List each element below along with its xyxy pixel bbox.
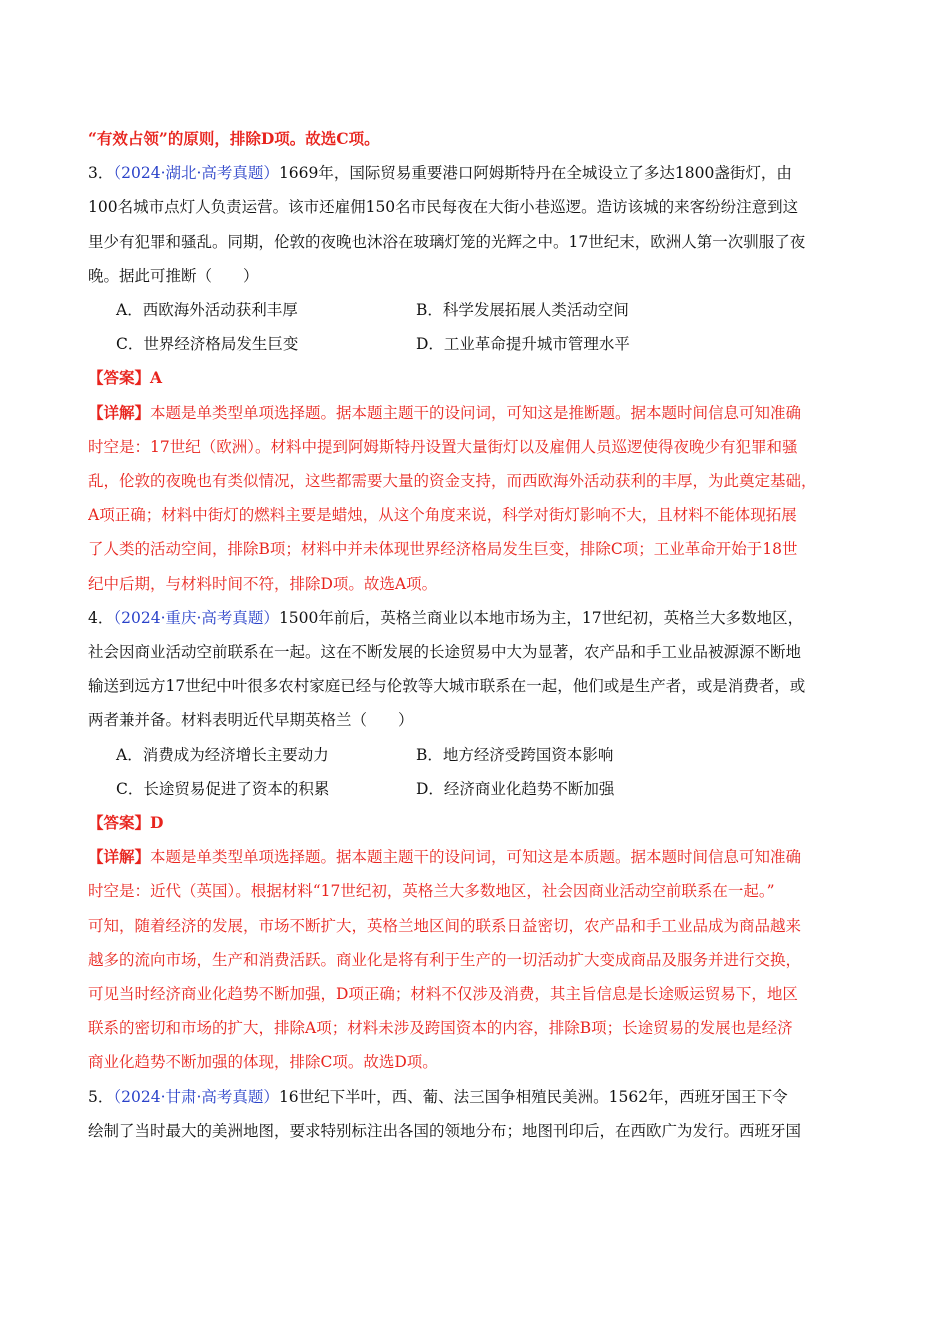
question-3-line-1 [88,156,878,190]
question-5 [88,1080,878,1148]
question-3-text-1: 1669年，国际贸易重要港口阿姆斯特丹在全城设立了多达1800盏街灯，由 [278,164,792,183]
question-4-source: （2024·重庆·高考真题） [113,608,279,627]
question-4-number: 4． [88,608,114,627]
question-3 [88,156,878,601]
question-4-options-row-2 [88,772,878,806]
question-4-detail-text-2: 时空是：近代（英国）。根据材料“17世纪初，英格兰大多数地区，社会因商业活动空前联系在一起。” [88,882,775,901]
question-3-answer-value: A [150,368,163,388]
question-3-detail-text-4: A项正确；材料中街灯的燃料主要是蜡烛，从这个角度来说，科学对街灯影响不大，且材料不能体现拓展 [88,506,797,525]
question-4-answer-label: 【答案】 [88,813,151,833]
question-3-text-2: 100名城市点灯人负责运营。该市还雇佣150名市民每夜在大街小巷巡逻。造访该城的来客纷纷注意到这 [88,198,799,217]
question-5-source: （2024·甘肃·高考真题） [113,1087,279,1106]
question-4-option-b: B．地方经济受跨国资本影响 [416,745,614,764]
question-3-detail-text-6: 纪中后期，与材料时间不符，排除D项。故选A项。 [88,574,438,593]
question-3-detail-label: 【详解】 [88,402,151,422]
question-3-option-c: C．世界经济格局发生巨变 [116,335,299,354]
question-4-options-row-1 [88,738,878,772]
question-3-options-row-1 [88,293,878,327]
question-3-detail-text-2: 时空是：17世纪（欧洲）。材料中提到阿姆斯特丹设置大量街灯以及雇佣人员巡逻使得夜晚少有犯罪和骚 [88,437,798,456]
question-3-detail-text-5: 了人类的活动空间，排除B项；材料中并未体现世界经济格局发生巨变，排除C项；工业革命开始于18世 [88,540,798,559]
question-5-number: 5． [88,1087,114,1106]
question-4-detail-text-1: 本题是单类型单项选择题。据本题主题干的设问词，可知这是本质题。据本题时间信息可知准确 [150,848,802,867]
question-4-detail-label: 【详解】 [88,847,151,867]
question-4-detail-line-1 [88,840,878,874]
question-3-detail-text-1: 本题是单类型单项选择题。据本题主题干的设问词，可知这是推断题。据本题时间信息可知准确 [150,403,802,422]
question-4-text-1: 1500年前后，英格兰商业以本地市场为主，17世纪初，英格兰大多数地区， [278,608,804,627]
question-5-text-1: 16世纪下半叶，西、葡、法三国争相殖民美洲。1562年，西班牙国王下令 [278,1087,788,1106]
question-3-option-d: D．工业革命提升城市管理水平 [416,335,630,354]
previous-detail-tail: “有效占领”的原则，排除D项。故选C项。 [88,129,380,148]
question-3-detail-line-1 [88,396,878,430]
question-3-source: （2024·湖北·高考真题） [113,164,279,183]
question-3-options-row-2 [88,327,878,361]
question-4 [88,601,878,1080]
question-3-text-4: 晚。据此可推断（ ） [88,266,259,285]
document-page [88,122,878,1148]
question-3-text-3: 里少有犯罪和骚乱。同期，伦敦的夜晚也沐浴在玻璃灯笼的光辉之中。17世纪末，欧洲人第一次驯服了夜 [88,232,806,251]
question-3-answer-label: 【答案】 [88,368,151,388]
question-4-detail-text-5: 可见当时经济商业化趋势不断加强，D项正确；材料不仅涉及消费，其主旨信息是长途贩运贸易下，地区 [88,985,798,1004]
question-3-option-a: A．西欧海外活动获利丰厚 [116,301,298,320]
question-4-option-a: A．消费成为经济增长主要动力 [116,745,329,764]
question-4-text-3: 输送到远方17世纪中叶很多农村家庭已经与伦敦等大城市联系在一起，他们或是生产者，或是消费者，或 [88,677,806,696]
question-5-text-2: 绘制了当时最大的美洲地图，要求特别标注出各国的领地分布；地图刊印后，在西欧广为发行。西班牙国 [88,1121,802,1140]
question-4-text-4: 两者兼并备。材料表明近代早期英格兰（ ） [88,711,414,730]
question-4-detail-text-3: 可知，随着经济的发展，市场不断扩大，英格兰地区间的联系日益密切，农产品和手工业品成为商品越来 [88,916,802,935]
question-4-detail-text-7: 商业化趋势不断加强的体现，排除C项。故选D项。 [88,1053,438,1072]
question-4-detail-text-6: 联系的密切和市场的扩大，排除A项；材料未涉及跨国资本的内容，排除B项；长途贸易的发展也是经济 [88,1019,793,1038]
question-4-line-1 [88,601,878,635]
question-3-answer [88,361,878,395]
question-4-answer [88,806,878,840]
question-4-answer-value: D [150,813,164,833]
question-5-line-1 [88,1080,878,1114]
question-4-option-d: D．经济商业化趋势不断加强 [416,779,615,798]
question-4-text-2: 社会因商业活动空前联系在一起。这在不断发展的长途贸易中大为显著，农产品和手工业品被源源不断地 [88,643,802,662]
question-3-number: 3． [88,164,114,183]
question-4-option-c: C．长途贸易促进了资本的积累 [116,779,330,798]
question-3-option-b: B．科学发展拓展人类活动空间 [416,301,629,320]
question-4-detail-text-4: 越多的流向市场，生产和消费活跃。商业化是将有利于生产的一切活动扩大变成商品及服务并进行交换， [88,950,802,969]
question-3-detail-text-3: 乱，伦敦的夜晚也有类似情况，这些都需要大量的资金支持，而西欧海外活动获利的丰厚，为此奠定基础， [88,472,817,491]
